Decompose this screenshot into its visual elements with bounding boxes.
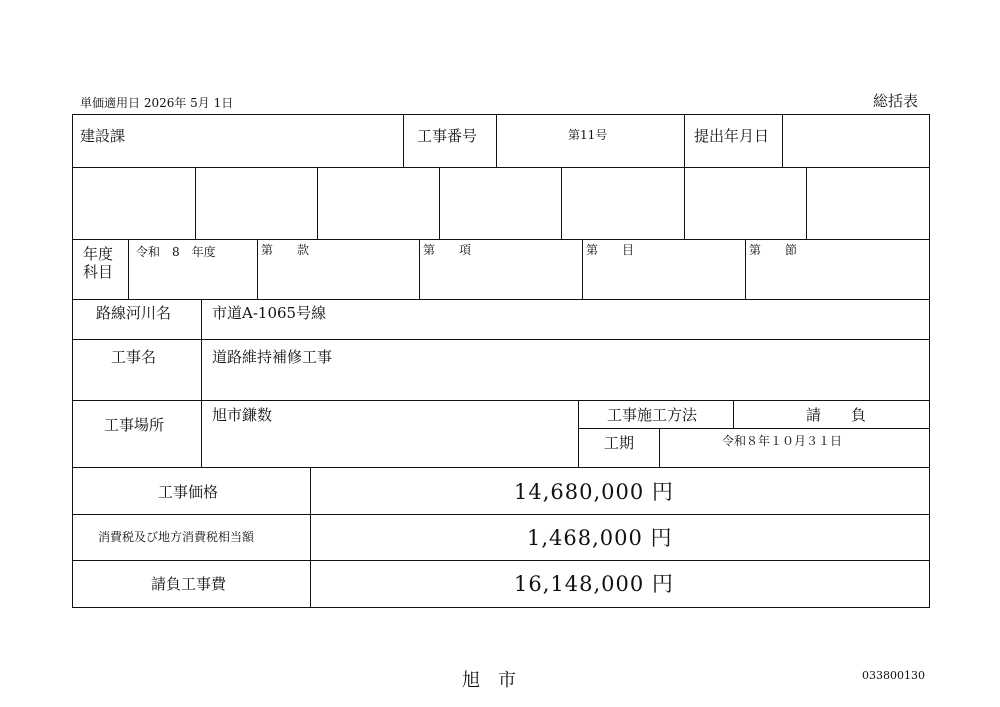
city-name: 旭 市 — [462, 670, 516, 691]
doc-type-title: 総括表 — [873, 92, 919, 110]
budget-setsu: 第 節 — [749, 243, 798, 257]
method-label: 工事施工方法 — [607, 406, 698, 424]
work-name-label: 工事名 — [111, 348, 157, 366]
contract-label: 請負工事費 — [151, 575, 227, 593]
route-label: 路線河川名 — [96, 304, 172, 322]
tax-label: 消費税及び地方消費税相当額 — [98, 530, 255, 544]
budget-moku: 第 目 — [586, 243, 635, 257]
work-number-value: 第11号 — [568, 128, 608, 142]
department-name: 建設課 — [80, 127, 126, 145]
budget-kan: 第 款 — [261, 243, 310, 257]
work-number-label: 工事番号 — [417, 127, 478, 145]
work-name-value: 道路維持補修工事 — [212, 348, 333, 366]
price-value: 14,680,000 円 — [514, 480, 674, 504]
location-label: 工事場所 — [104, 416, 165, 434]
period-label: 工期 — [604, 434, 635, 452]
budget-subject-label: 科目 — [83, 263, 114, 281]
price-label: 工事価格 — [158, 483, 219, 501]
route-value: 市道A-1065号線 — [212, 304, 327, 322]
budget-year-label: 年度 — [83, 245, 114, 263]
fiscal-year-value: 令和 8 年度 — [136, 245, 216, 259]
submission-date-label: 提出年月日 — [694, 127, 770, 145]
period-value: 令和８年１０月３１日 — [722, 434, 843, 448]
budget-kou: 第 項 — [423, 243, 472, 257]
location-value: 旭市鎌数 — [212, 406, 273, 424]
unit-price-date: 単価適用日 2026年 5月 1日 — [80, 96, 234, 110]
tax-value: 1,468,000 円 — [527, 526, 673, 550]
contract-value: 16,148,000 円 — [514, 572, 674, 596]
document-code: 033800130 — [862, 669, 925, 682]
method-value: 請 負 — [806, 406, 867, 424]
